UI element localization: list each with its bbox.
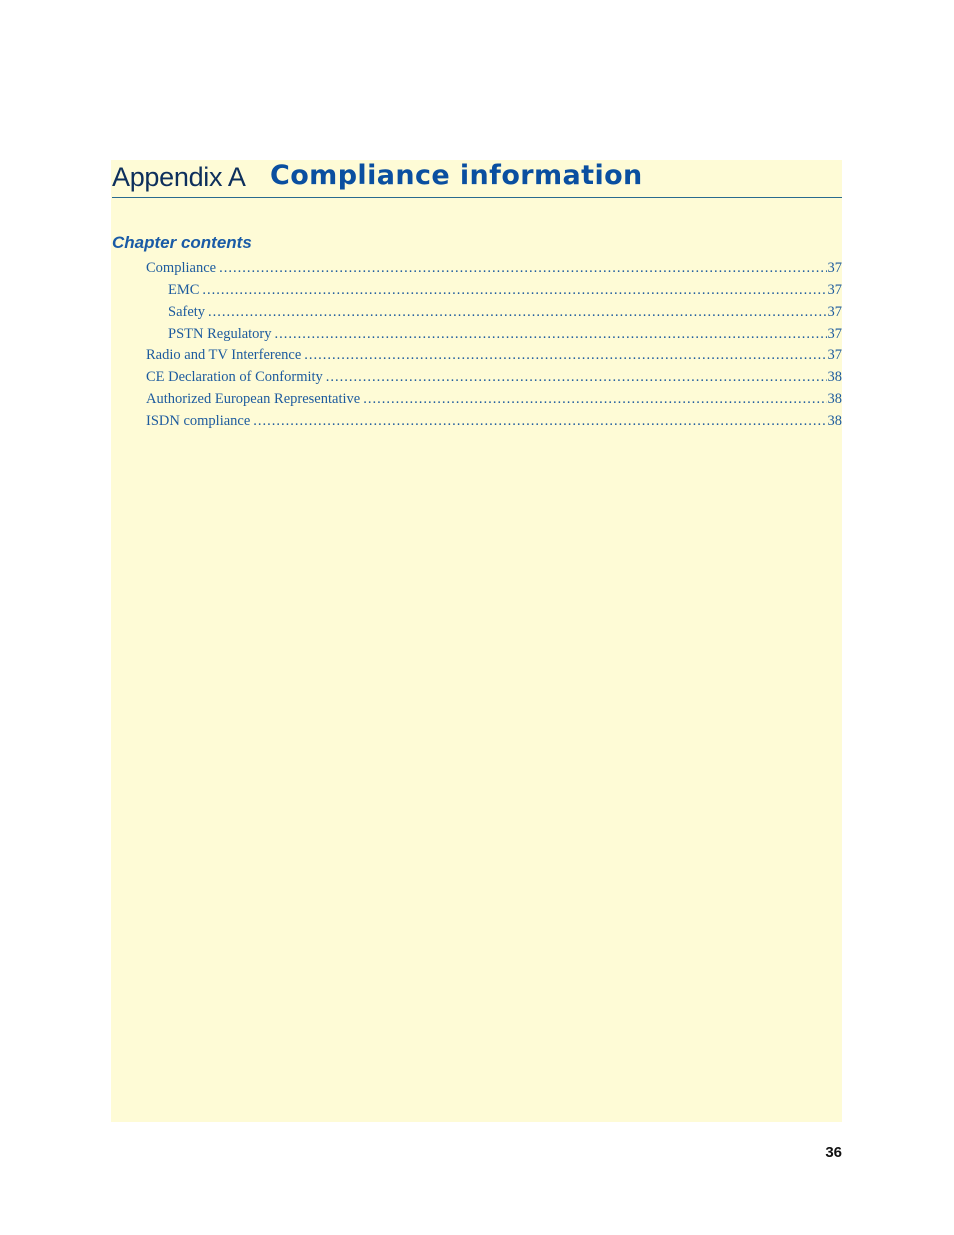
- page-number: 36: [825, 1144, 842, 1161]
- toc-entry-page: 38: [827, 391, 842, 407]
- toc-entry-page: 37: [827, 347, 842, 363]
- toc-entry-page: 37: [827, 282, 842, 298]
- toc-entry-emc[interactable]: [168, 282, 842, 300]
- toc-entry-radio-tv-interference[interactable]: [146, 347, 842, 365]
- appendix-title: Compliance information: [270, 160, 643, 191]
- toc-dot-leader: [202, 282, 826, 299]
- toc-entry-ce-declaration[interactable]: [146, 369, 842, 387]
- toc-entry-compliance[interactable]: [146, 260, 842, 278]
- appendix-prefix: Appendix A: [112, 162, 246, 192]
- toc-entry-label: Authorized European Representative: [146, 391, 361, 407]
- toc-dot-leader: [253, 413, 826, 430]
- toc-entry-pstn-regulatory[interactable]: [168, 326, 842, 344]
- toc-entry-page: 38: [827, 413, 842, 429]
- toc-entry-label: Compliance: [146, 260, 217, 276]
- toc-entry-label: CE Declaration of Conformity: [146, 369, 323, 385]
- appendix-heading: [112, 160, 842, 198]
- toc-dot-leader: [363, 391, 826, 408]
- toc-entry-page: 37: [827, 326, 842, 342]
- toc-entry-page: 37: [827, 260, 842, 276]
- toc-dot-leader: [275, 326, 827, 343]
- toc-entry-label: Radio and TV Interference: [146, 347, 302, 363]
- toc-dot-leader: [208, 304, 826, 321]
- toc-entry-authorized-european-representative[interactable]: [146, 391, 842, 409]
- toc-entry-label: PSTN Regulatory: [168, 326, 272, 342]
- toc-entry-isdn-compliance[interactable]: [146, 413, 842, 431]
- chapter-contents-heading: Chapter contents: [112, 233, 252, 252]
- toc-entry-page: 37: [827, 304, 842, 320]
- toc-dot-leader: [326, 369, 827, 386]
- toc-entry-label: Safety: [168, 304, 206, 320]
- toc-entry-label: EMC: [168, 282, 200, 298]
- toc-entry-page: 38: [827, 369, 842, 385]
- toc-entry-label: ISDN compliance: [146, 413, 251, 429]
- toc-entry-safety[interactable]: [168, 304, 842, 322]
- toc-dot-leader: [304, 347, 826, 364]
- toc-dot-leader: [219, 260, 826, 277]
